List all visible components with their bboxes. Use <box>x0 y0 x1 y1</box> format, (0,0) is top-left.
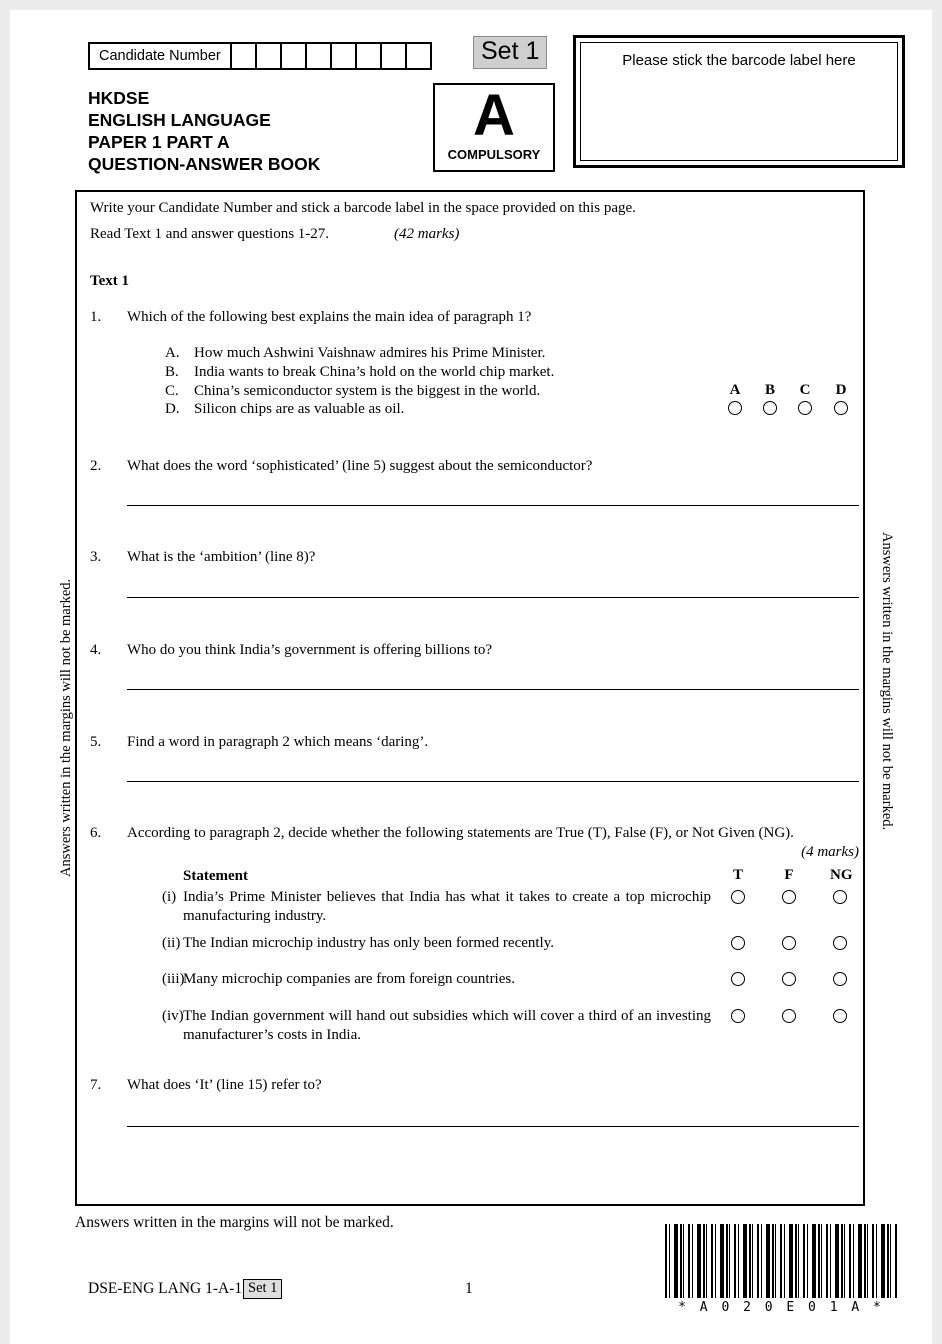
q1-option-b <box>165 363 554 382</box>
bubble-q1-b[interactable] <box>763 401 777 415</box>
q7-number: 7. <box>90 1077 102 1093</box>
total-marks: (42 marks) <box>394 226 460 242</box>
bubble-q6-iii-t[interactable] <box>731 972 745 986</box>
q1-option-d-letter: D. <box>165 401 180 418</box>
q6-row-ii-text: The Indian microchip industry has only been formed recently. <box>183 935 554 951</box>
candidate-number-cell[interactable] <box>330 42 357 70</box>
q2-text: What does the word ‘sophisticated’ (line 5) suggest about the semiconductor? <box>127 458 593 474</box>
candidate-number-cell[interactable] <box>355 42 382 70</box>
q1-choice-header-a: A <box>729 382 741 398</box>
q5-number: 5. <box>90 734 102 750</box>
q1-option-a-text: How much Ashwini Vaishnaw admires his Prime Minister. <box>194 345 546 361</box>
candidate-number-label: Candidate Number <box>88 42 232 70</box>
q6-header-ng: NG <box>830 867 853 883</box>
q1-option-a <box>165 344 554 363</box>
set-label-top: Set 1 <box>473 36 547 69</box>
margin-note-bottom: Answers written in the margins will not be marked. <box>75 1214 394 1231</box>
q6-marks: (4 marks) <box>801 844 859 860</box>
q7-text: What does ‘It’ (line 15) refer to? <box>127 1077 322 1093</box>
title-line-3: PAPER 1 PART A <box>88 132 230 152</box>
compulsory-label: COMPULSORY <box>447 147 541 162</box>
footer-page-number: 1 <box>465 1280 473 1297</box>
footer-doc-code: DSE-ENG LANG 1-A-1 <box>88 1280 243 1297</box>
candidate-number-cell[interactable] <box>405 42 432 70</box>
answer-line-q7[interactable] <box>127 1126 859 1127</box>
q6-header-t: T <box>732 867 743 883</box>
text-1-label: Text 1 <box>90 273 130 289</box>
q4-text: Who do you think India’s government is offering billions to? <box>127 642 493 658</box>
candidate-number-cell[interactable] <box>255 42 282 70</box>
answer-line-q4[interactable] <box>127 689 859 690</box>
paper-letter: A <box>473 83 515 148</box>
q5-text: Find a word in paragraph 2 which means ‘daring’. <box>127 734 429 750</box>
paper <box>10 10 932 1344</box>
candidate-number-cell[interactable] <box>305 42 332 70</box>
bubble-q6-iv-t[interactable] <box>731 1009 745 1023</box>
title-line-2: ENGLISH LANGUAGE <box>88 110 271 130</box>
question-book-frame <box>75 190 865 1206</box>
footer-set-label: Set 1 <box>243 1279 282 1299</box>
answer-line-q5[interactable] <box>127 781 859 782</box>
paper-title <box>88 87 320 175</box>
margin-note-left: Answers written in the margins will not be marked. <box>58 578 74 877</box>
q1-choice-header-d: D <box>835 382 847 398</box>
q3-number: 3. <box>90 549 102 565</box>
q6-text: According to paragraph 2, decide whether the following statements are True (T), False (F), or Not Given (NG). <box>127 825 794 841</box>
q6-row-i-numeral: (i) <box>162 889 177 905</box>
bubble-q6-ii-ng[interactable] <box>833 936 847 950</box>
q1-text: Which of the following best explains the main idea of paragraph 1? <box>127 309 532 325</box>
paper-letter-box <box>433 83 555 172</box>
bubble-q6-iv-ng[interactable] <box>833 1009 847 1023</box>
instruction-line-2: Read Text 1 and answer questions 1-27. <box>90 226 330 242</box>
q2-number: 2. <box>90 458 102 474</box>
candidate-number-row <box>88 42 432 70</box>
bubble-q6-i-f[interactable] <box>782 890 796 904</box>
bubble-q1-c[interactable] <box>798 401 812 415</box>
q1-choice-header-c: C <box>799 382 811 398</box>
bubble-q6-ii-t[interactable] <box>731 936 745 950</box>
q1-option-b-letter: B. <box>165 363 179 380</box>
q6-row-i-text: India’s Prime Minister believes that India has what it takes to create a top microchip manufacturing industry. <box>183 889 711 924</box>
bubble-q6-iii-f[interactable] <box>782 972 796 986</box>
bubble-q1-a[interactable] <box>728 401 742 415</box>
barcode-label-box <box>573 35 905 168</box>
q1-option-d-text: Silicon chips are as valuable as oil. <box>194 401 405 418</box>
q6-row-iv-numeral: (iv) <box>162 1008 184 1024</box>
barcode-image <box>665 1224 897 1298</box>
instruction-line-1: Write your Candidate Number and stick a barcode label in the space provided on this page. <box>90 200 636 216</box>
q6-header-statement: Statement <box>183 868 248 884</box>
barcode-text: * A 0 2 0 E 0 1 A * <box>678 1300 884 1315</box>
q1-option-c-text: China’s semiconductor system is the biggest in the world. <box>194 382 541 399</box>
bubble-q6-i-t[interactable] <box>731 890 745 904</box>
bubble-q6-iv-f[interactable] <box>782 1009 796 1023</box>
q6-row-iv-text: The Indian government will hand out subsidies which will cover a third of an investing manufacturer’s costs in India. <box>183 1008 711 1043</box>
answer-line-q3[interactable] <box>127 597 859 598</box>
q1-number: 1. <box>90 309 102 325</box>
q1-options <box>165 344 554 419</box>
q6-row-iii-numeral: (iii) <box>162 971 185 987</box>
q6-row-ii-numeral: (ii) <box>162 935 181 951</box>
q1-option-c <box>165 382 554 401</box>
bubble-q1-d[interactable] <box>834 401 848 415</box>
candidate-number-cell[interactable] <box>230 42 257 70</box>
answer-line-q2[interactable] <box>127 505 859 506</box>
title-line-1: HKDSE <box>88 88 150 108</box>
title-line-4: QUESTION-ANSWER BOOK <box>88 154 321 174</box>
q6-row-iii-text: Many microchip companies are from foreign countries. <box>183 971 515 987</box>
q6-header-f: F <box>784 867 794 883</box>
q6-number: 6. <box>90 825 102 841</box>
candidate-number-cell[interactable] <box>280 42 307 70</box>
q3-text: What is the ‘ambition’ (line 8)? <box>127 549 316 565</box>
q1-option-b-text: India wants to break China’s hold on the world chip market. <box>194 363 555 380</box>
margin-note-right: Answers written in the margins will not be marked. <box>879 532 895 831</box>
bubble-q6-ii-f[interactable] <box>782 936 796 950</box>
barcode-label-instruction: Please stick the barcode label here <box>580 42 898 161</box>
bubble-q6-iii-ng[interactable] <box>833 972 847 986</box>
q1-option-d <box>165 400 554 419</box>
candidate-number-cell[interactable] <box>380 42 407 70</box>
q4-number: 4. <box>90 642 102 658</box>
q1-option-a-letter: A. <box>165 345 180 361</box>
q1-option-c-letter: C. <box>165 382 179 399</box>
q1-choice-header-b: B <box>764 382 775 398</box>
bubble-q6-i-ng[interactable] <box>833 890 847 904</box>
